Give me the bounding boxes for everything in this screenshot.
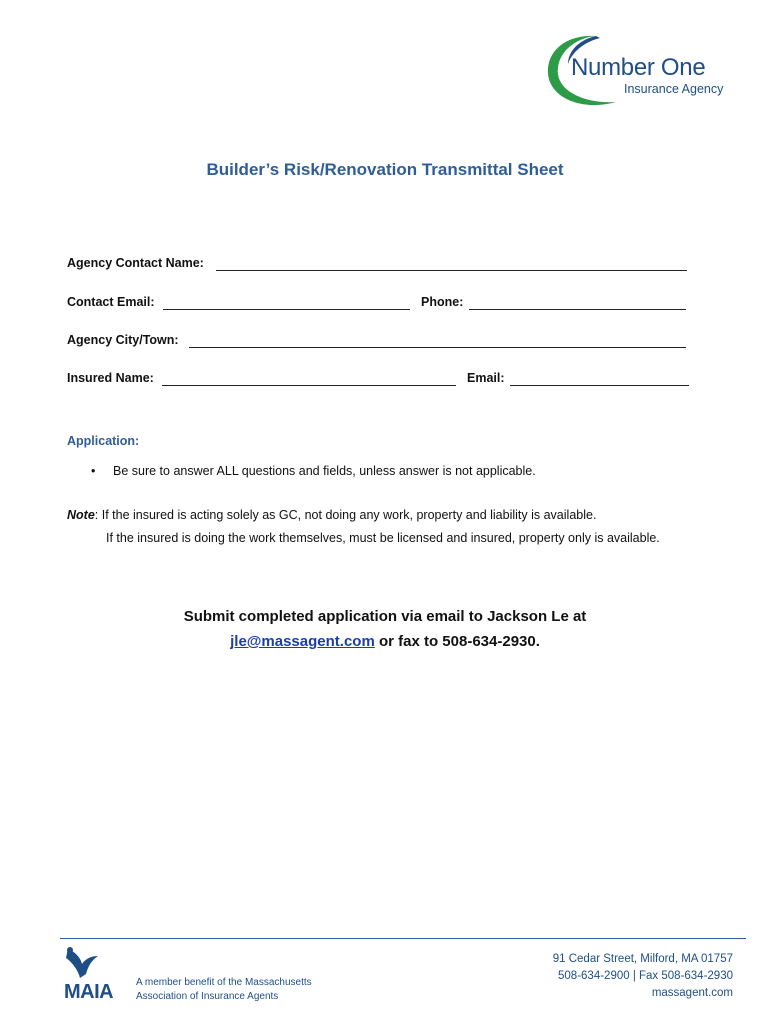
- email-link[interactable]: jle@massagent.com: [230, 633, 375, 650]
- footer-phone-fax: 508-634-2900 | Fax 508-634-2930: [558, 970, 733, 982]
- fax-text: or fax to 508-634-2930.: [374, 633, 540, 650]
- contact-email-label: Contact Email:: [67, 295, 155, 309]
- logo-title: Number One: [571, 54, 706, 81]
- agency-contact-name-label: Agency Contact Name:: [67, 256, 204, 270]
- footer-website[interactable]: massagent.com: [651, 987, 733, 999]
- page-title: Builder’s Risk/Renovation Transmittal Sheet: [206, 160, 564, 179]
- maia-logo-text: MAIA: [64, 981, 114, 1003]
- insured-name-field[interactable]: [162, 385, 456, 386]
- application-heading: Application:: [67, 434, 140, 448]
- note-text-1: : If the insured is acting solely as GC, not doing any work, property and liability is available.: [94, 508, 597, 522]
- agency-contact-name-field[interactable]: [216, 270, 687, 271]
- eagle-icon: [62, 944, 102, 980]
- insured-name-label: Insured Name:: [67, 371, 154, 385]
- member-benefit-line-1: A member benefit of the Massachusetts: [136, 977, 312, 988]
- contact-email-field[interactable]: [163, 309, 410, 310]
- note-line-1: [67, 508, 596, 522]
- footer-divider: [60, 938, 746, 939]
- agency-city-label: Agency City/Town:: [67, 333, 179, 347]
- agency-city-field[interactable]: [189, 347, 686, 348]
- submit-instruction: Submit completed application via email to Jackson Le at: [183, 608, 587, 625]
- bullet-icon: •: [91, 464, 96, 478]
- email-field[interactable]: [510, 385, 689, 386]
- phone-field[interactable]: [469, 309, 686, 310]
- note-line-2: If the insured is doing the work themselves, must be licensed and insured, property only is available.: [106, 531, 660, 545]
- submit-contact-line: [0, 633, 770, 650]
- footer-address: 91 Cedar Street, Milford, MA 01757: [552, 953, 733, 965]
- member-benefit-line-2: Association of Insurance Agents: [136, 991, 279, 1002]
- logo-subtitle: Insurance Agency: [624, 82, 724, 96]
- phone-label: Phone:: [421, 295, 464, 309]
- note-label: Note: [67, 508, 95, 522]
- company-logo: [538, 30, 748, 110]
- email-label: Email:: [467, 371, 505, 385]
- application-bullet-item: Be sure to answer ALL questions and fields, unless answer is not applicable.: [113, 464, 536, 478]
